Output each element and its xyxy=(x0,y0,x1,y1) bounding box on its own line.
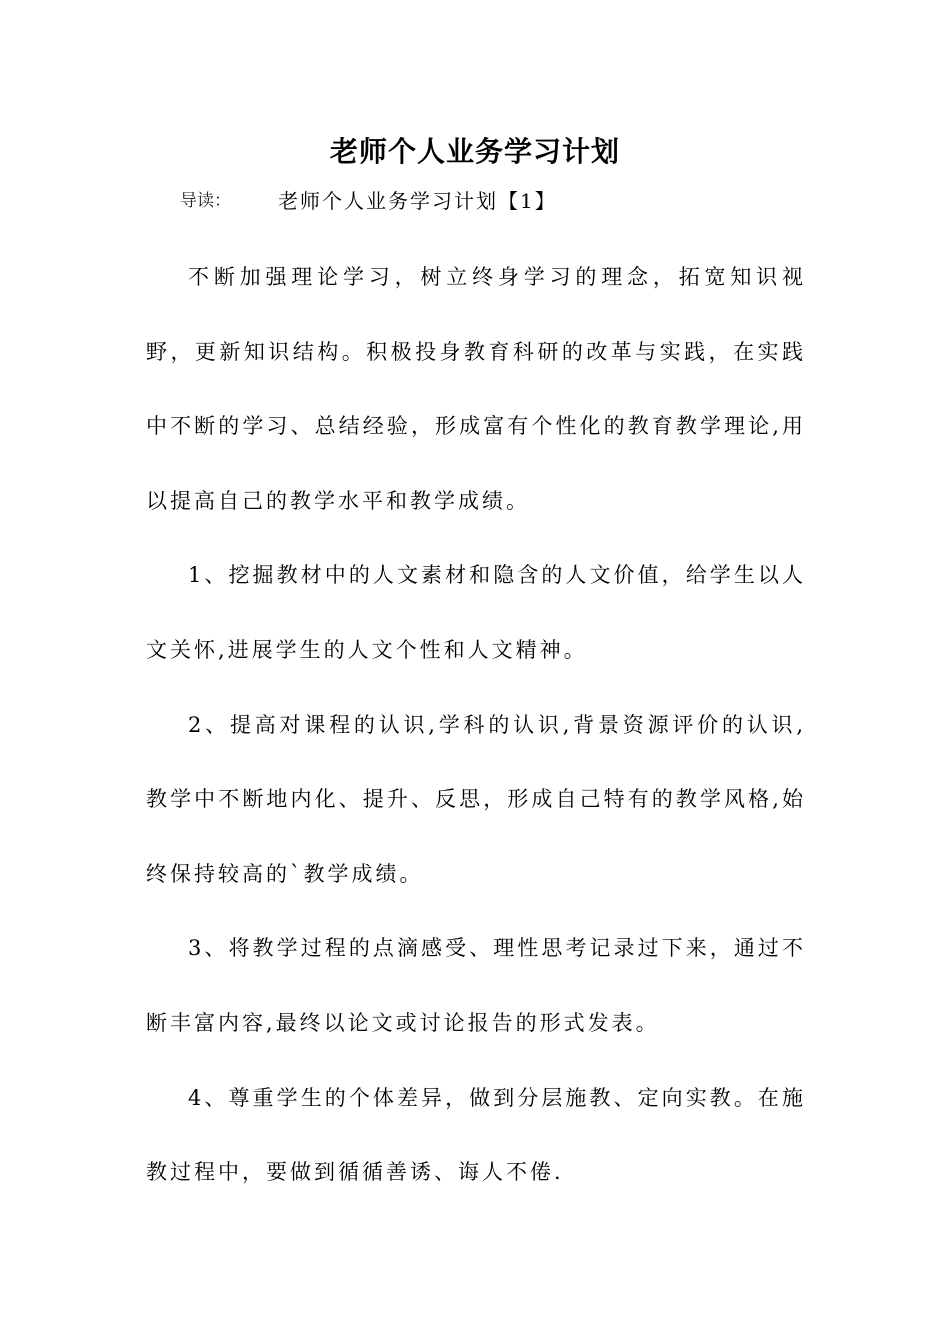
paragraph-item-3: 3、将教学过程的点滴感受、理性思考记录过下来，通过不断丰富内容,最终以论文或讨论报告的形式发表。 xyxy=(146,936,806,1035)
intro-text: 老师个人业务学习计划【1】 xyxy=(278,189,557,213)
paragraph-item-4: 4、尊重学生的个体差异，做到分层施教、定向实教。在施教过程中，要做到循循善诱、诲人不倦. xyxy=(146,1085,806,1185)
paragraph-item-2: 2、提高对课程的认识,学科的认识,背景资源评价的认识,教学中不断地内化、提升、反思，形成自己特有的教学风格,始终保持较高的`教学成绩。 xyxy=(146,712,806,886)
document-title: 老师个人业务学习计划 xyxy=(329,135,620,168)
intro-row xyxy=(180,186,830,216)
paragraph-intro: 不断加强理论学习，树立终身学习的理念，拓宽知识视野，更新知识结构。积极投身教育科研的改革与实践，在实践中不断的学习、总结经验，形成富有个性化的教育教学理论,用以提高自己的教学水平和教学成绩。 xyxy=(146,265,806,513)
intro-label: 导读： xyxy=(180,191,231,211)
document-body xyxy=(146,240,806,1210)
paragraph-item-1: 1、挖掘教材中的人文素材和隐含的人文价值，给学生以人文关怀,进展学生的人文个性和人文精神。 xyxy=(146,563,806,662)
